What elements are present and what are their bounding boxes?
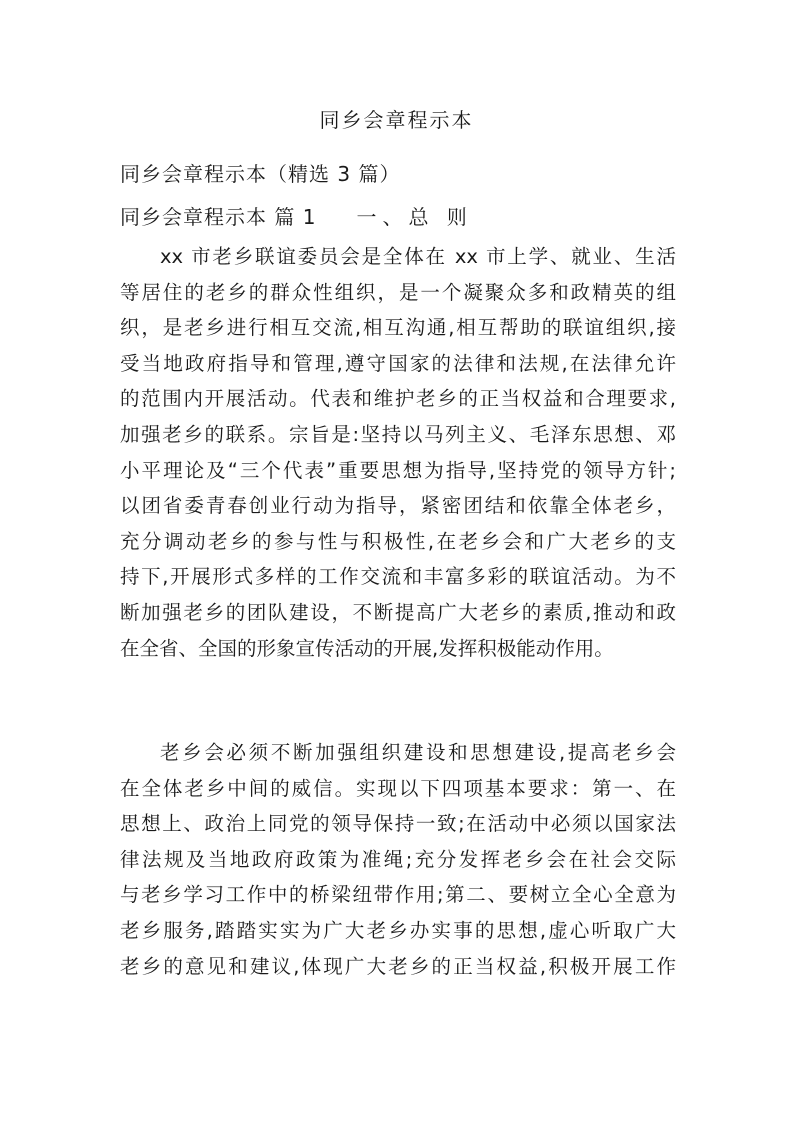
text-line: 老乡会必须不断加强组织建设和思想建设,提高老乡会 xyxy=(160,741,676,764)
page-title: 同乡会章程示本 xyxy=(319,108,474,132)
text-line: 与老乡学习工作中的桥梁纽带作用;第二、要树立全心全意为 xyxy=(120,883,676,907)
text-line: 老乡的意见和建议,体现广大老乡的正当权益,积极开展工作 xyxy=(120,954,676,978)
paragraph-2 xyxy=(120,735,676,984)
text-line: 等居住的老乡的群众性组织，是一个凝聚众多和政精英的组 xyxy=(120,280,676,304)
paragraph-1 xyxy=(120,239,676,666)
text-line: 思想上、政治上同党的领导保持一致;在活动中必须以国家法 xyxy=(120,812,676,836)
text-line: 充分调动老乡的参与性与积极性,在老乡会和广大老乡的支 xyxy=(120,529,676,553)
article-label: 同乡会章程示本 篇 1 xyxy=(120,205,317,229)
text-line: 持下,开展形式多样的工作交流和丰富多彩的联谊活动。为不 xyxy=(120,565,676,589)
text-line: 老乡服务,踏踏实实为广大老乡办实事的思想,虚心听取广大 xyxy=(120,918,676,942)
text-line: 在全省、全国的形象宣传活动的开展,发挥积极能动作用。 xyxy=(120,636,614,660)
text-line: 以团省委青春创业行动为指导，紧密团结和依靠全体老乡， xyxy=(120,494,676,518)
text-line: 加强老乡的联系。宗旨是:坚持以马列主义、毛泽东思想、邓 xyxy=(120,422,676,446)
text-line: xx 市老乡联谊委员会是全体在 xx 市上学、就业、生活 xyxy=(160,245,676,268)
text-line: 断加强老乡的团队建设，不断提高广大老乡的素质,推动和政 xyxy=(120,600,676,624)
text-line: 织，是老乡进行相互交流,相互沟通,相互帮助的联谊组织,接 xyxy=(120,316,676,340)
text-line: 在全体老乡中间的威信。实现以下四项基本要求：第一、在 xyxy=(120,776,676,800)
text-line: 小平理论及“三个代表”重要思想为指导,坚持党的领导方针; xyxy=(120,458,676,482)
text-line: 律法规及当地政府政策为准绳;充分发挥老乡会在社会交际 xyxy=(120,847,676,871)
text-line: 的范围内开展活动。代表和维护老乡的正当权益和合理要求, xyxy=(120,387,676,411)
document-subtitle: 同乡会章程示本（精选 3 篇） xyxy=(120,162,401,186)
text-line: 受当地政府指导和管理,遵守国家的法律和法规,在法律允许 xyxy=(120,351,676,375)
section-title: 一、总 则 xyxy=(356,205,473,229)
section-heading xyxy=(120,201,473,230)
